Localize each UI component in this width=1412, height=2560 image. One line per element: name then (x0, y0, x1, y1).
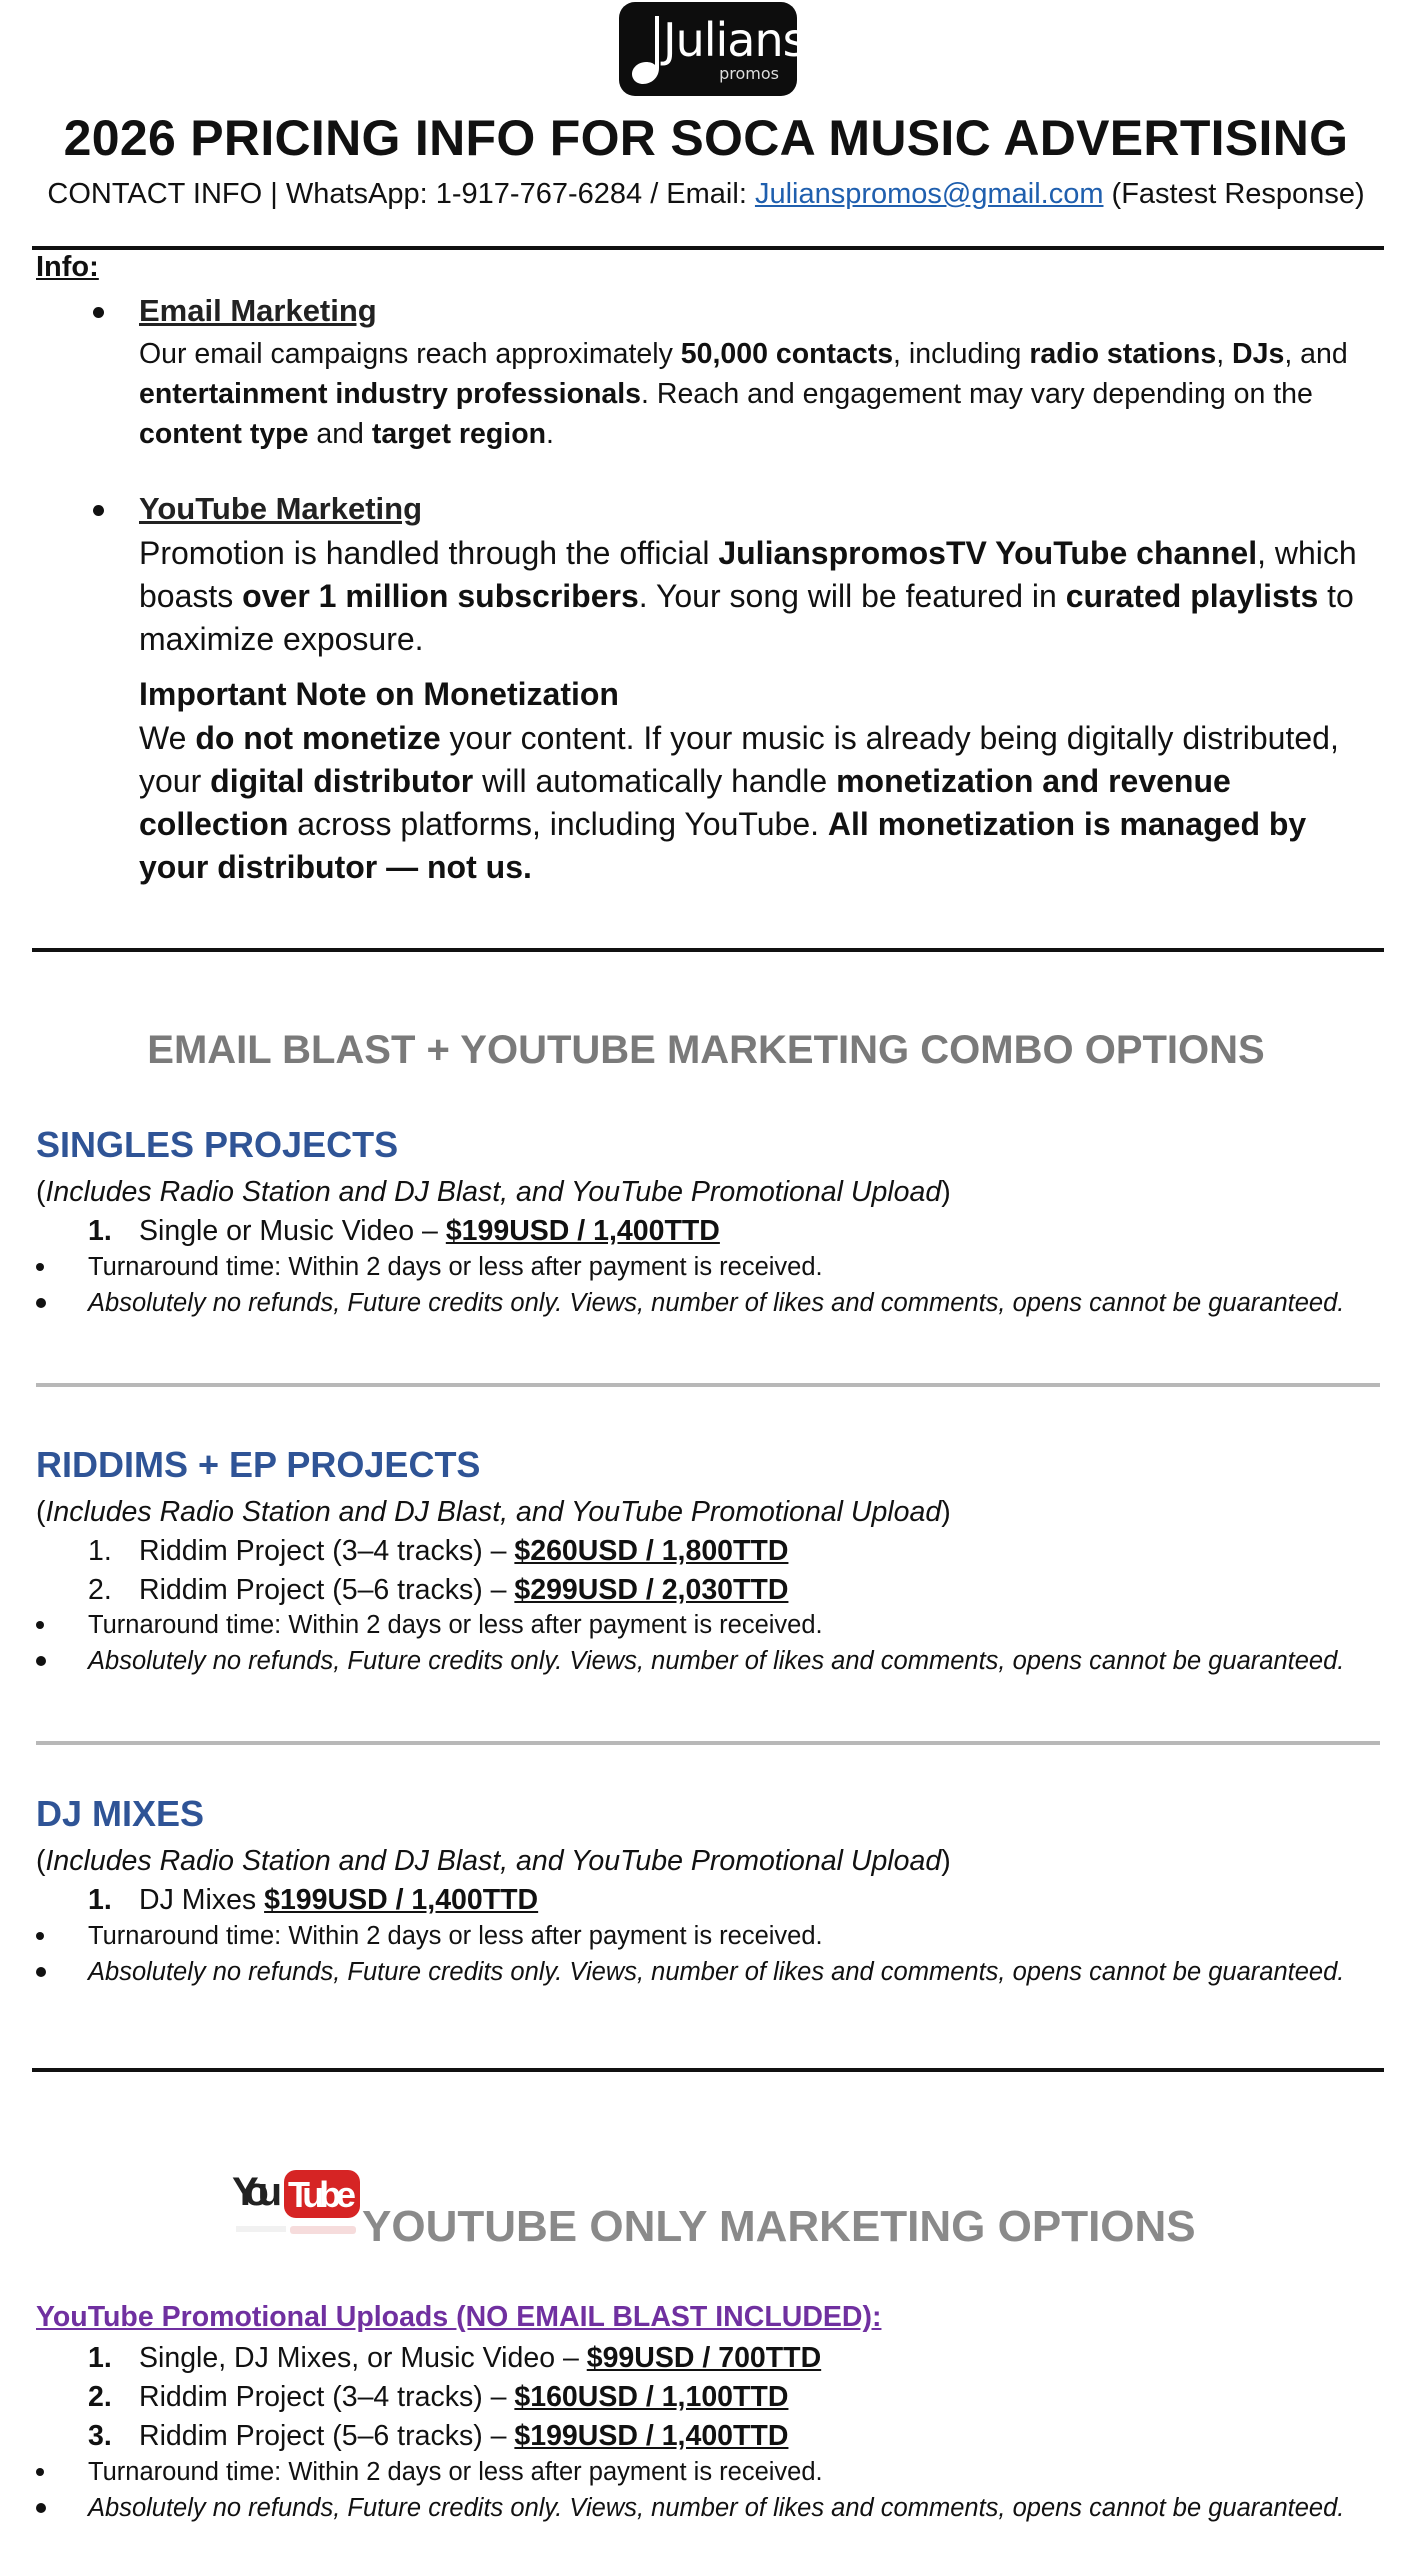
riddims-item-1: 1. Riddim Project (3–4 tracks) – $260USD / 1,800TTD (88, 1535, 789, 1567)
logo-subtext: promos (719, 64, 779, 83)
svg-text:You: You (232, 2170, 282, 2214)
youtube-item-1: 1. Single, DJ Mixes, or Music Video – $99USD / 700TTD (88, 2342, 822, 2374)
email-link[interactable]: Julianspromos@gmail.com (754, 178, 1104, 210)
riddims-item-2: 2. Riddim Project (5–6 tracks) – $299USD / 2,030TTD (88, 1574, 789, 1606)
youtube-item-3: 3. Riddim Project (5–6 tracks) – $199USD / 1,400TTD (88, 2420, 789, 2452)
julianspromos-logo (619, 2, 806, 96)
youtube-uploads-subheading: YouTube Promotional Uploads (NO EMAIL BLAST INCLUDED): (36, 2301, 882, 2333)
youtube-marketing-text: Promotion is handled through the official JulianspromosTV YouTube channel, which boasts over 1 million subscribers. Your song will be featured in curated playlists to maximize exposure. (139, 535, 1357, 657)
riddims-heading: RIDDIMS + EP PROJECTS (36, 1444, 481, 1485)
youtube-only-title: YOUTUBE ONLY MARKETING OPTIONS (362, 2202, 1196, 2251)
divider-combo-end (32, 2068, 1384, 2072)
divider-top (32, 246, 1384, 250)
bullet-email-marketing (93, 307, 104, 318)
svg-text:Tube: Tube (288, 2174, 356, 2215)
contact-suffix: (Fastest Response) (1103, 178, 1365, 210)
contact-prefix: CONTACT INFO | WhatsApp: 1-917-767-6284 / Email: (47, 178, 755, 210)
logo-text: Julians (663, 13, 806, 67)
singles-includes: (Includes Radio Station and DJ Blast, and YouTube Promotional Upload) (36, 1176, 951, 1208)
divider-singles (36, 1383, 1380, 1387)
combo-options-title: EMAIL BLAST + YOUTUBE MARKETING COMBO OPTIONS (147, 1028, 1265, 1072)
youtube-logo-icon (232, 2160, 362, 2252)
monetization-text: We do not monetize your content. If your music is already being digitally distributed, your digital distributor will automatically handle monetization and revenue collection across platforms, including YouTube. All monetization is managed by your distributor — not us. (139, 720, 1339, 885)
singles-heading: SINGLES PROJECTS (36, 1124, 399, 1165)
monetization-heading: Important Note on Monetization (139, 676, 619, 712)
divider-riddims (36, 1741, 1380, 1745)
document-page: Julians promos 2026 PRICING INFO FOR SOCA MUSIC ADVERTISING CONTACT INFO | WhatsApp: 1-917-767-6284 / Email: Julianspromos@gmail.com (Fastest Response) Info: Email Marketing Our email campaigns reach approximately 50,000 contacts, including radio stations, DJs, and entertainment industry professionals. Reach and engagement may vary depending on the content type and target region. YouTube Marketing Promotion is handled through the official JulianspromosTV YouTube channel, which boasts over 1 million subscribers. Your song will be featured in curated playlists to maximize exposure. Important Note on Monetization We do not monetize your content. If your music is already being digitally distributed, your digital distributor will automatically handle monetization and revenue collection across platforms, including YouTube. All monetization is managed by your distributor — not us. EMAIL BLAST + YOUTUBE MARKETING COMBO OPTIONS SINGLES PROJECTS (Includes Radio Station and DJ Blast, and YouTube Promotional Upload) 1. Single or Music Video – $199USD / 1,400TTD Turnaround time: Within 2 days or less after payment is received. Absolutely no refunds, Future credits only. Views, number of likes and comments, opens cannot be guaranteed. RIDDIMS + EP PROJECTS (Includes Radio Station and DJ Blast, and YouTube Promotional Upload) 1. Riddim Project (3–4 tracks) – $260USD / 1,800TTD 2. Riddim Project (5–6 tracks) – $299USD / 2,030TTD Turnaround time: Within 2 days or less after payment is received. Absolutely no refunds, Future credits only. Views, number of likes and comments, opens cannot be guaranteed. DJ MIXES (Includes Radio Station and DJ Blast, and YouTube Promotional Upload) 1. DJ Mixes $199USD / 1,400TTD Turnaround time: Within 2 days or less after payment is received. Absolutely no refunds, Future credits only. Views, number of likes and comments, opens cannot be guaranteed. You Tube YOUTUBE ONLY MARKETING OPTIONS YouTube Promotional Uploads (NO EMAIL BLAST INCLUDED): 1. Single, DJ Mixes, or Music Video – $99USD / 700TTD 2. Riddim Project (3–4 tracks) – $160USD / 1,100TTD 3. Riddim Project (5–6 tracks) – $199USD / 1,400TTD Turnaround time: Within 2 days or less after payment is received. Absolutely no refunds, Future credits only. Views, number of likes and comments, opens cannot be guaranteed. (0, 0, 1412, 2560)
djmixes-includes: (Includes Radio Station and DJ Blast, and YouTube Promotional Upload) (36, 1845, 951, 1877)
email-marketing-text: Our email campaigns reach approximately 50,000 contacts, including radio stations, DJs, and entertainment industry professionals. Reach and engagement may vary depending on the content type and target region. (139, 338, 1348, 450)
contact-info (0, 176, 1412, 212)
singles-item-1: 1. Single or Music Video – $199USD / 1,400TTD (88, 1215, 720, 1247)
djmixes-heading: DJ MIXES (36, 1793, 205, 1834)
page-title: 2026 PRICING INFO FOR SOCA MUSIC ADVERTISING (63, 110, 1349, 166)
youtube-item-2: 2. Riddim Project (3–4 tracks) – $160USD / 1,100TTD (88, 2381, 789, 2413)
youtube-marketing-heading: YouTube Marketing (139, 491, 423, 526)
riddims-includes: (Includes Radio Station and DJ Blast, and YouTube Promotional Upload) (36, 1496, 951, 1528)
bullet-youtube-marketing (93, 505, 104, 516)
djmixes-item-1: 1. DJ Mixes $199USD / 1,400TTD (88, 1884, 539, 1916)
info-label: Info: (36, 251, 99, 283)
email-marketing-heading: Email Marketing (139, 293, 377, 328)
divider-info-end (32, 948, 1384, 952)
